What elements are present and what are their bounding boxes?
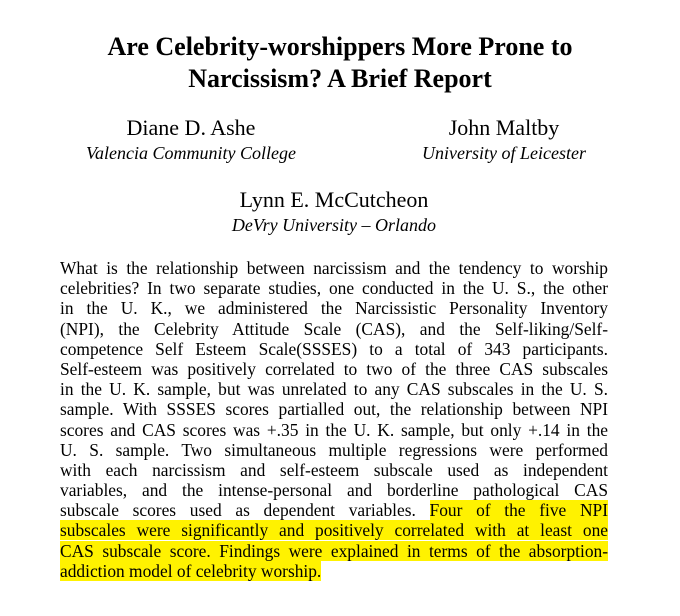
author-block-maltby (404, 115, 604, 165)
author-block-ashe (60, 115, 322, 165)
highlighted-text: addiction model of celebrity worship. (60, 560, 322, 581)
highlighted-text: subscales were significantly and positively correlated with at least one (60, 520, 608, 541)
abstract-line: What is the relationship between narcissism and the tendency to worship (60, 258, 608, 278)
abstract-text: subscale scores used as dependent variables. (60, 500, 416, 521)
abstract-line: sample. With SSSES scores partialled out, the relationship between NPI (60, 399, 608, 420)
abstract-line: U. S. sample. Two simultaneous multiple regressions were performed (60, 439, 608, 460)
author-block-mccutcheon (184, 187, 484, 237)
title-line-2: Narcissism? A Brief Report (188, 64, 492, 93)
abstract-line: with each narcissism and self-esteem subscale used as independent (60, 459, 608, 480)
abstract-line: competence Self Esteem Scale(SSSES) to a total of 343 participants. (60, 338, 608, 359)
highlighted-text: CAS subscale score. Findings were explained in terms of the absorption- (60, 540, 608, 561)
abstract-line: (NPI), the Celebrity Attitude Scale (CAS), and the Self-liking/Self- (60, 318, 608, 339)
author-name: Diane D. Ashe (126, 115, 256, 140)
abstract-line-highlighted (60, 520, 608, 540)
author-affiliation: Valencia Community College (86, 143, 296, 163)
author-affiliation: University of Leicester (422, 143, 586, 163)
author-name: Lynn E. McCutcheon (239, 187, 429, 212)
abstract (60, 258, 608, 581)
abstract-line: celebrities? In two separate studies, one conducted in the U. S., the other (60, 278, 608, 299)
author-affiliation: DeVry University – Orlando (231, 215, 437, 235)
abstract-line: variables, and the intense-personal and borderline pathological CAS (60, 480, 608, 501)
abstract-line: scores and CAS scores was +.35 in the U. K. sample, but only +.14 in the (60, 419, 608, 440)
abstract-line: in the U. K., we administered the Narcissistic Personality Inventory (60, 298, 608, 319)
abstract-line: Self-esteem was positively correlated to two of the three CAS subscales (60, 358, 608, 379)
abstract-line-mixed (60, 500, 608, 520)
abstract-line: in the U. K. sample, but was unrelated to any CAS subscales in the U. S. (60, 379, 608, 400)
title-line-1: Are Celebrity-worshippers More Prone to (107, 32, 573, 61)
author-name: John Maltby (448, 115, 560, 140)
highlighted-text: Four of the five NPI (429, 500, 608, 521)
abstract-line-highlighted (60, 561, 608, 581)
abstract-line-highlighted (60, 541, 608, 561)
